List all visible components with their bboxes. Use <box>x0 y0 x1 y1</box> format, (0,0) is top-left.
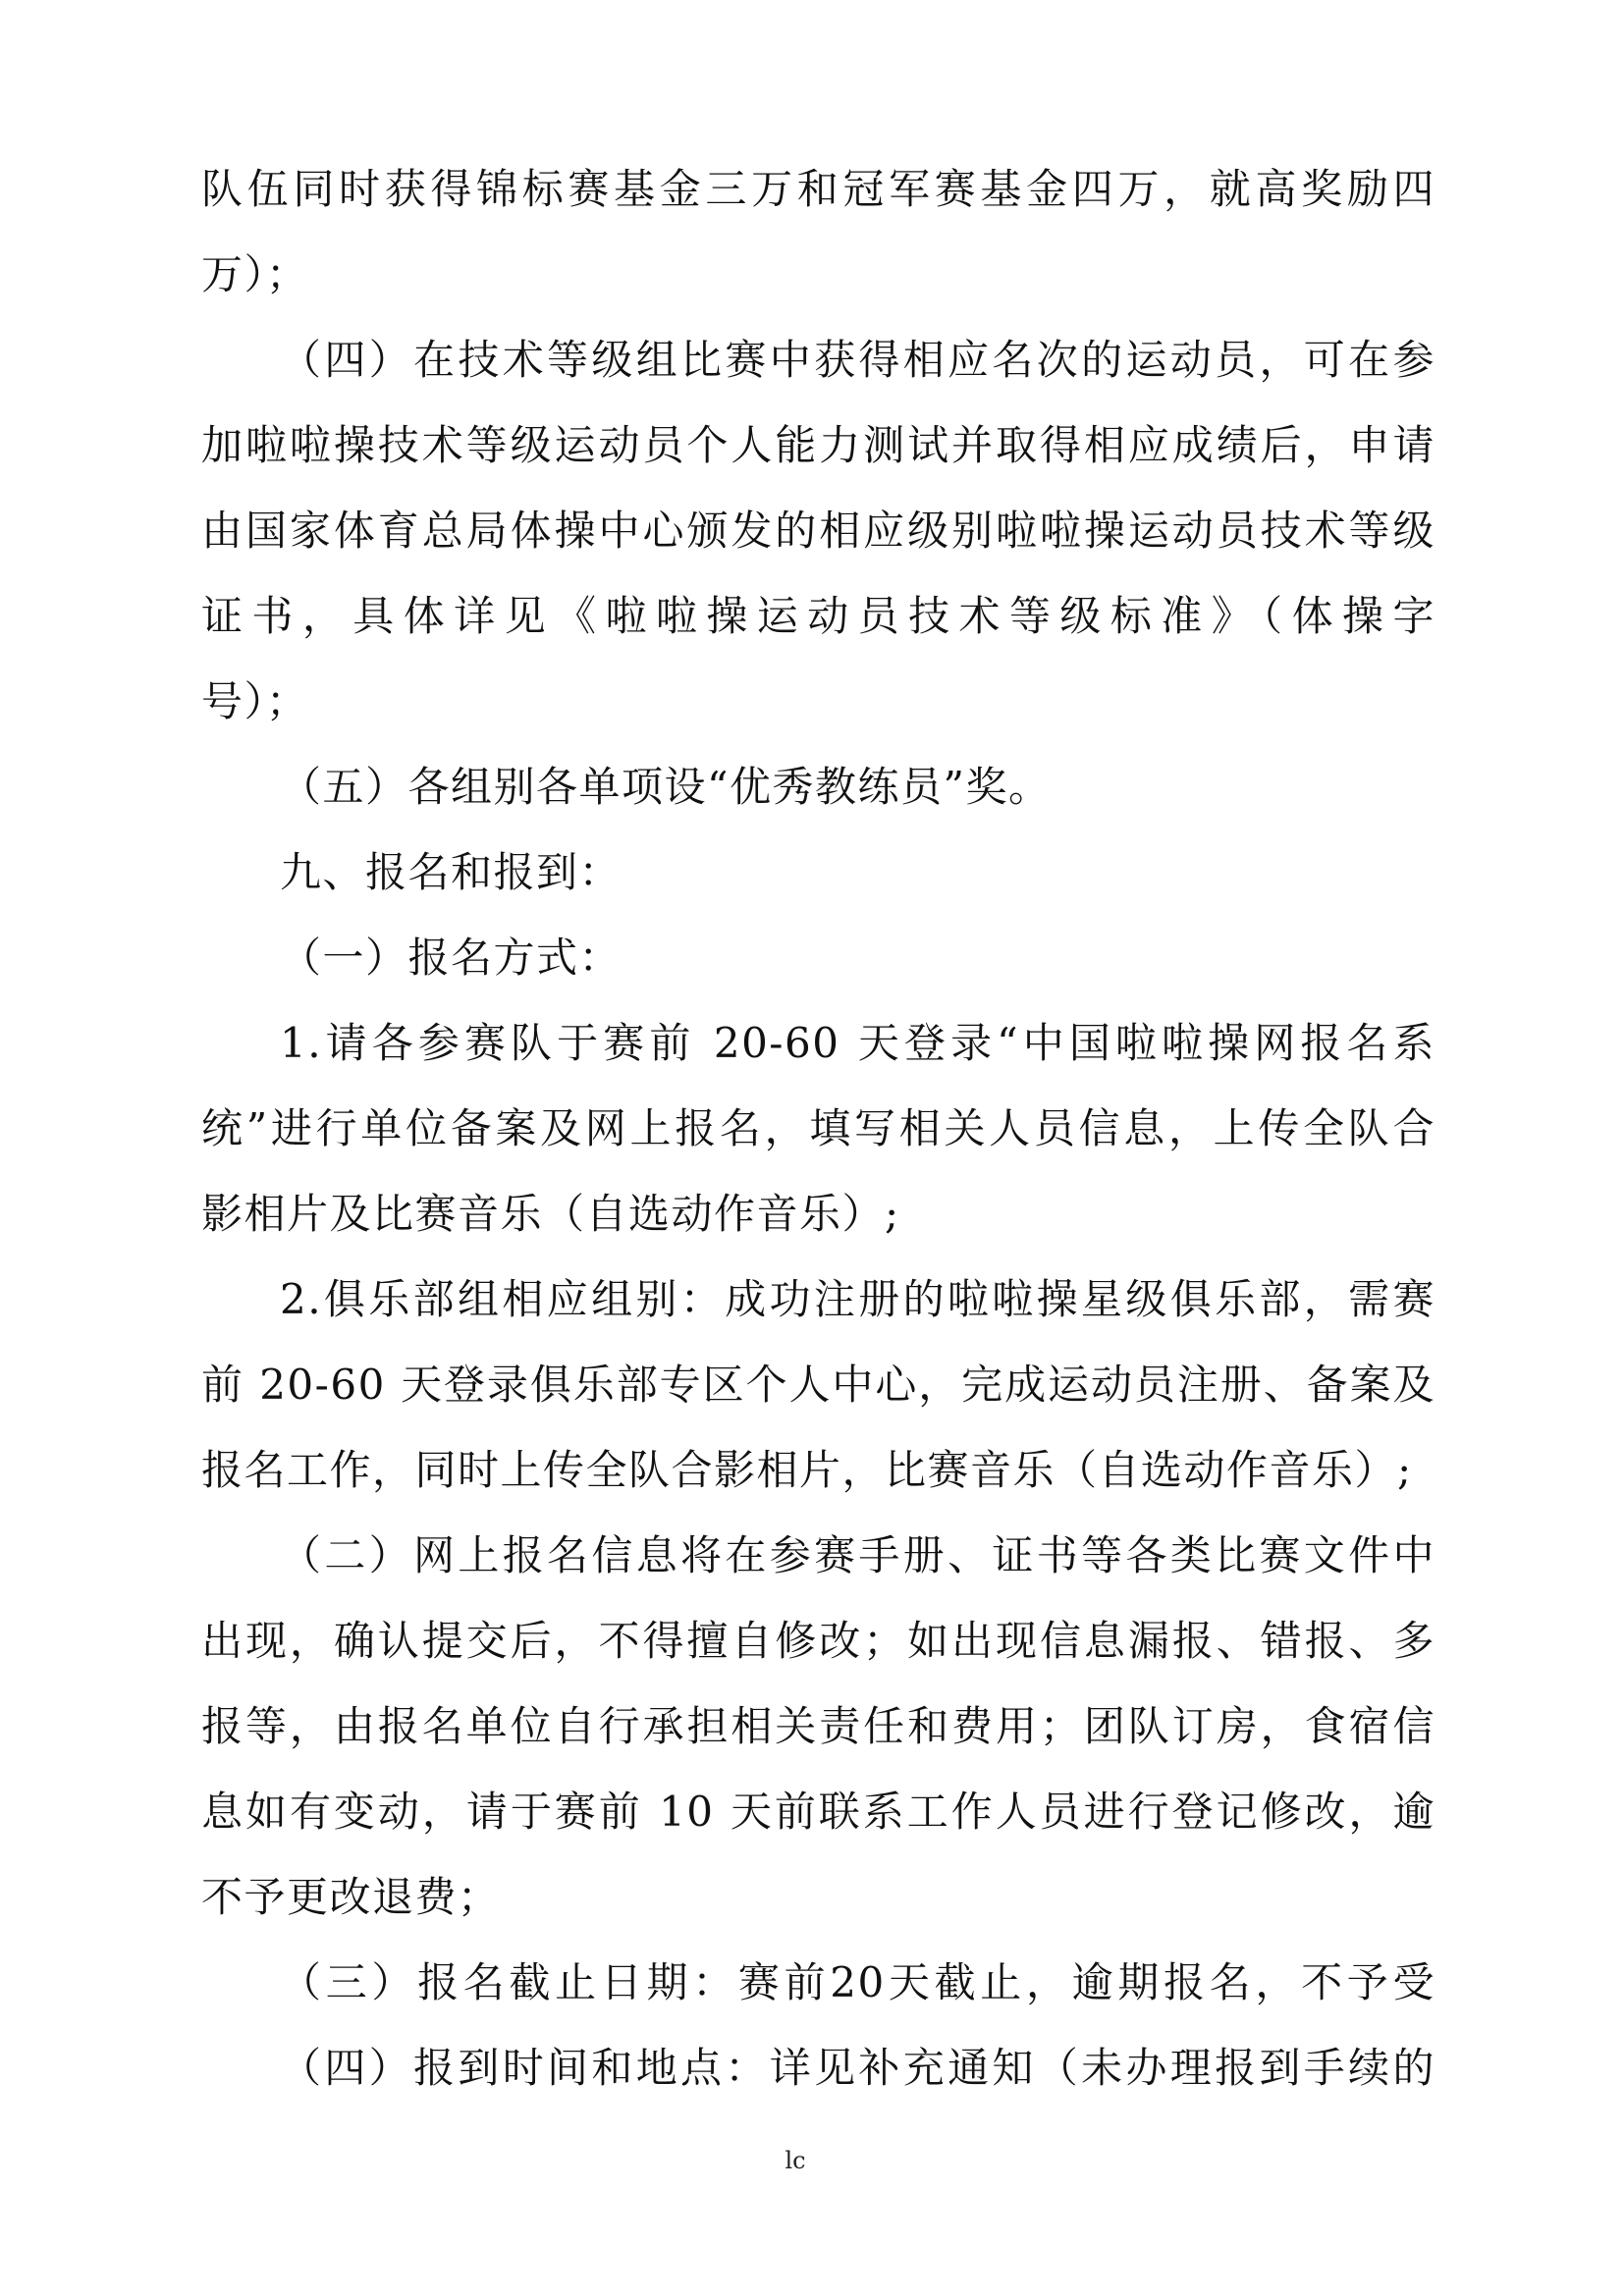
text-line: 息如有变动，请于赛前 10 天前联系工作人员进行登记修改，逾 <box>201 1788 1435 1836</box>
text-line: 号）； <box>201 677 309 725</box>
text-line: 万）； <box>201 250 309 298</box>
text-line: （三）报名截止日期：赛前20天截止，逾期报名，不予受 <box>280 1958 1435 2006</box>
text-line: 前 20-60 天登录俱乐部专区个人中心，完成运动员注册、备案及 <box>201 1361 1435 1409</box>
text-line: 报名工作，同时上传全队合影相片，比赛音乐（自选动作音乐）; <box>201 1446 1413 1494</box>
text-line: 报等，由报名单位自行承担相关责任和费用；团队订房，食宿信 <box>201 1702 1435 1750</box>
text-line: （四）报到时间和地点：详见补充通知（未办理报到手续的 <box>280 2044 1435 2092</box>
section-heading: 九、报名和报到： <box>280 848 623 896</box>
text-line: （四）在技术等级组比赛中获得相应名次的运动员，可在参 <box>280 336 1435 384</box>
text-line: 统”进行单位备案及网上报名，填写相关人员信息，上传全队合 <box>201 1104 1435 1152</box>
body-text <box>201 146 1435 2110</box>
text-line: 影相片及比赛音乐（自选动作音乐）; <box>201 1190 900 1238</box>
text-line: （二）网上报名信息将在参赛手册、证书等各类比赛文件中 <box>280 1531 1435 1579</box>
text-line: 队伍同时获得锦标赛基金三万和冠军赛基金四万，就高奖励四 <box>201 165 1435 213</box>
page-number: lc <box>785 2147 806 2174</box>
text-line: 证书，具体详见《啦啦操运动员技术等级标准》（体操字 <box>201 592 1435 640</box>
text-line: 不予更改退费； <box>201 1873 501 1921</box>
text-line: 1.请各参赛队于赛前 20-60 天登录“中国啦啦操网报名系 <box>280 1019 1435 1067</box>
text-line: （五）各组别各单项设“优秀教练员”奖。 <box>280 763 1052 811</box>
text-line: 2.俱乐部组相应组别：成功注册的啦啦操星级俱乐部，需赛 <box>280 1275 1435 1323</box>
text-line: 加啦啦操技术等级运动员个人能力测试并取得相应成绩后，申请 <box>201 421 1435 469</box>
text-line: 由国家体育总局体操中心颁发的相应级别啦啦操运动员技术等级 <box>201 507 1435 555</box>
text-line: 出现，确认提交后，不得擅自修改；如出现信息漏报、错报、多 <box>201 1617 1435 1665</box>
subsection-heading: （一）报名方式： <box>280 934 623 982</box>
